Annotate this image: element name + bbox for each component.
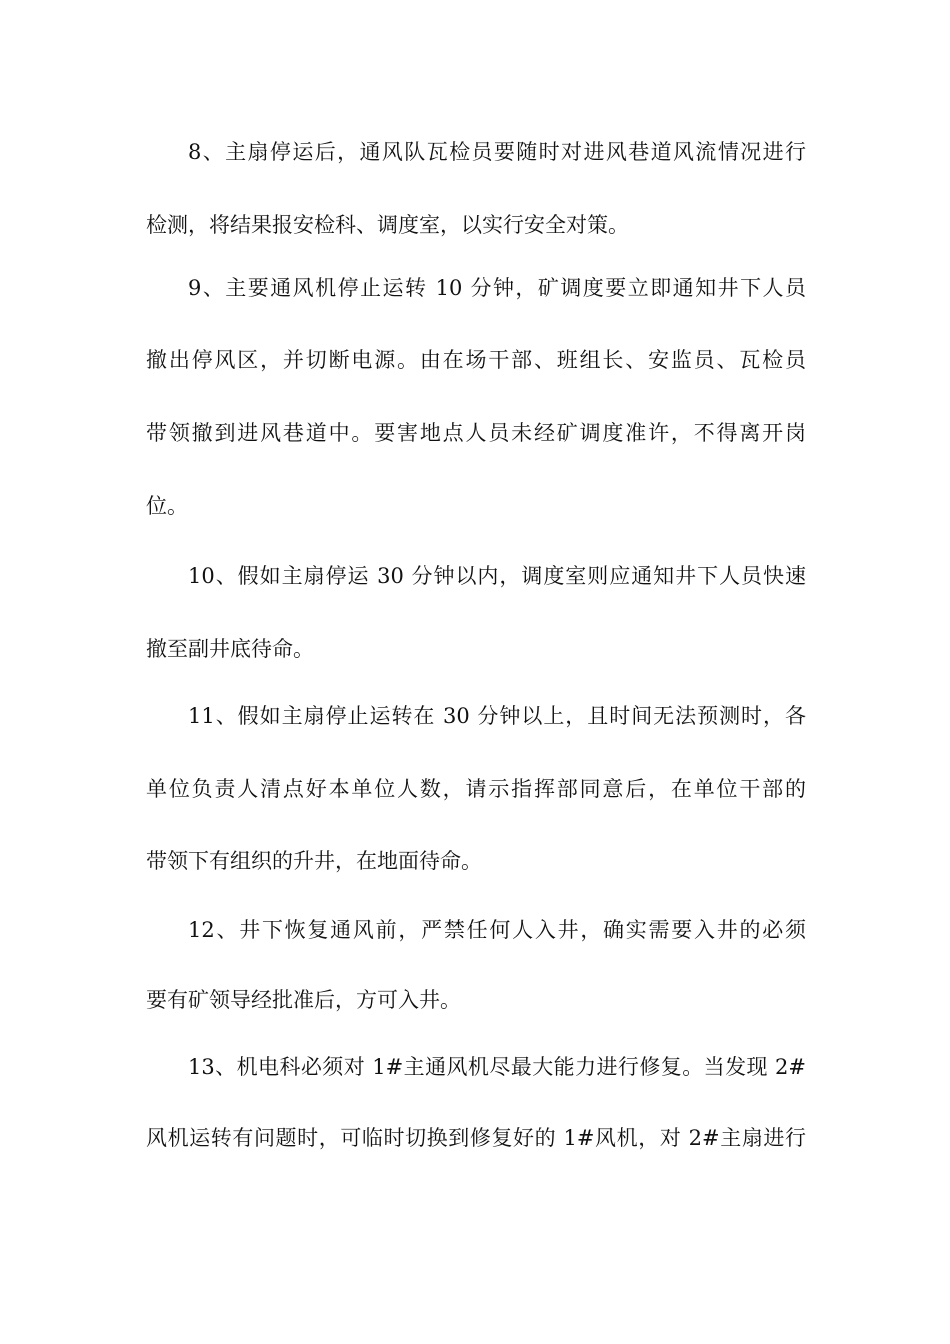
paragraph-9-line-4: 位。 — [146, 494, 188, 518]
paragraph-8-line-1: 8、主扇停运后，通风队瓦检员要随时对进风巷道风流情况进行 — [188, 140, 806, 164]
paragraph-11-line-3: 带领下有组织的升井，在地面待命。 — [146, 849, 482, 873]
paragraph-9-line-1: 9、主要通风机停止运转 10 分钟，矿调度要立即通知井下人员 — [188, 276, 806, 300]
paragraph-13-line-2: 风机运转有问题时，可临时切换到修复好的 1#风机，对 2#主扇进行 — [146, 1126, 806, 1150]
paragraph-11-line-1: 11、假如主扇停止运转在 30 分钟以上，且时间无法预测时，各 — [188, 704, 806, 728]
paragraph-13-line-1: 13、机电科必须对 1#主通风机尽最大能力进行修复。当发现 2# — [188, 1055, 806, 1079]
paragraph-8-line-2: 检测，将结果报安检科、调度室，以实行安全对策。 — [146, 213, 629, 237]
paragraph-9-line-2: 撤出停风区，并切断电源。由在场干部、班组长、安监员、瓦检员 — [146, 348, 806, 372]
paragraph-9-line-3: 带领撤到进风巷道中。要害地点人员未经矿调度准许，不得离开岗 — [146, 421, 806, 445]
paragraph-12-line-1: 12、井下恢复通风前，严禁任何人入井，确实需要入井的必须 — [188, 918, 806, 942]
paragraph-11-line-2: 单位负责人清点好本单位人数，请示指挥部同意后，在单位干部的 — [146, 777, 806, 801]
paragraph-10-line-2: 撤至副井底待命。 — [146, 637, 314, 661]
paragraph-10-line-1: 10、假如主扇停运 30 分钟以内，调度室则应通知井下人员快速 — [188, 564, 806, 588]
paragraph-12-line-2: 要有矿领导经批准后，方可入井。 — [146, 988, 461, 1012]
